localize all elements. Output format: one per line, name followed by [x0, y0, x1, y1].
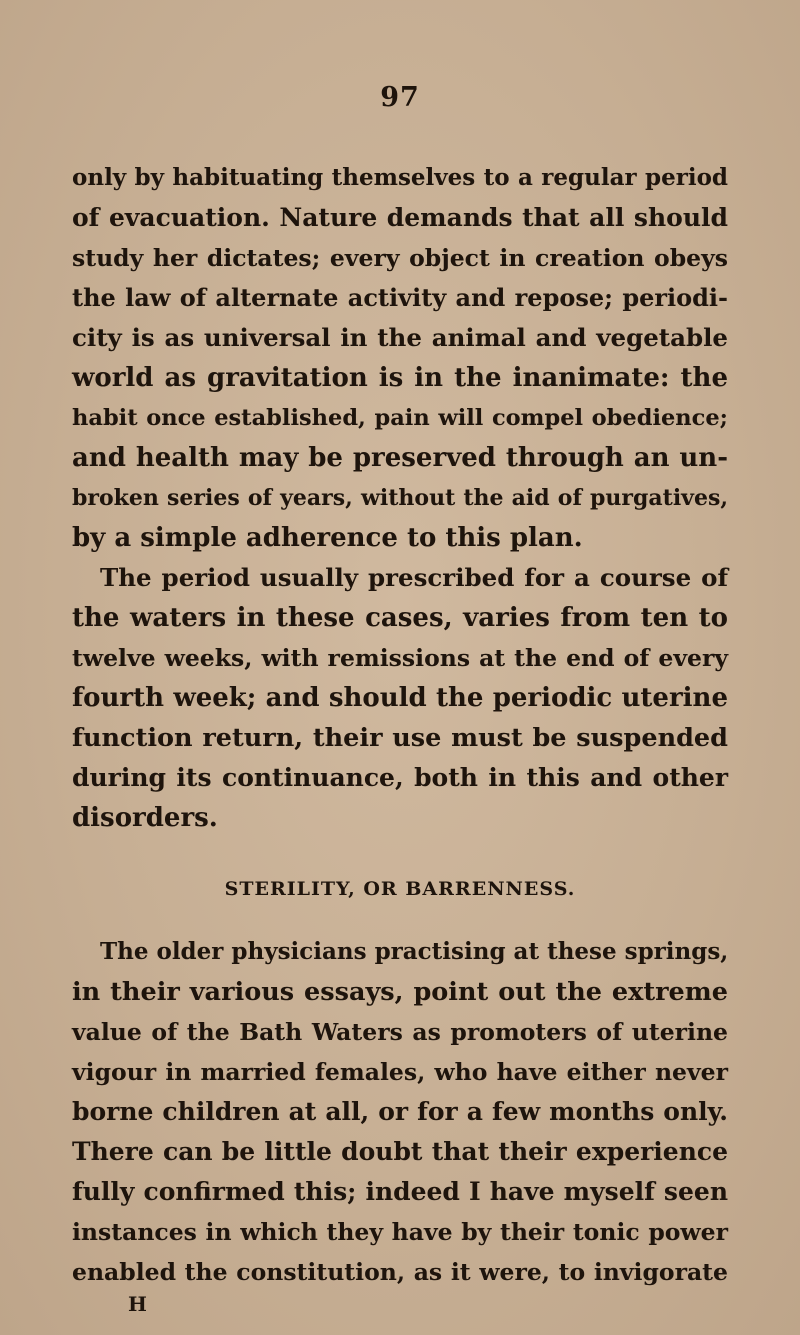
text-line: only by habituating themselves to a regular period	[72, 164, 728, 191]
text-line: habit once established, pain will compel obedience;	[72, 405, 728, 431]
text-line: disorders.	[72, 803, 218, 833]
text-line: broken series of years, without the aid of purgatives,	[72, 485, 728, 511]
text-line: vigour in married females, who have either never	[72, 1058, 728, 1086]
text-line: value of the Bath Waters as promoters of uterine	[72, 1018, 728, 1046]
text-line: borne children at all, or for a few months only.	[72, 1097, 728, 1126]
section-heading: STERILITY, OR BARRENNESS.	[224, 878, 576, 900]
text-line: fully confirmed this; indeed I have myself seen	[72, 1177, 728, 1206]
text-line: during its continuance, both in this and other	[72, 763, 728, 792]
text-line: and health may be preserved through an un-	[72, 443, 728, 473]
text-line: world as gravitation is in the inanimate: the	[72, 363, 728, 393]
text-line: The period usually prescribed for a course of	[100, 563, 728, 592]
text-line: by a simple adherence to this plan.	[72, 523, 583, 553]
text-line: There can be little doubt that their experience	[72, 1137, 728, 1166]
text-line: study her dictates; every object in creation obeys	[72, 244, 728, 272]
text-line: of evacuation. Nature demands that all should	[72, 203, 728, 232]
text-line: instances in which they have by their tonic power	[72, 1218, 728, 1246]
text-line: the waters in these cases, varies from ten to	[72, 603, 728, 633]
text-line: twelve weeks, with remissions at the end of every	[72, 644, 728, 672]
text-line: in their various essays, point out the extreme	[72, 977, 728, 1007]
text-line: fourth week; and should the periodic uterine	[72, 683, 728, 713]
text-line: The older physicians practising at these springs,	[100, 938, 729, 965]
signature-mark: H	[128, 1292, 147, 1316]
text-line: function return, their use must be suspended	[72, 723, 728, 753]
text-line: the law of alternate activity and repose; periodi-	[72, 283, 728, 312]
text-line: enabled the constitution, as it were, to invigorate	[72, 1258, 728, 1286]
page-number: 97	[380, 82, 420, 113]
text-line: city is as universal in the animal and vegetable	[72, 323, 728, 352]
